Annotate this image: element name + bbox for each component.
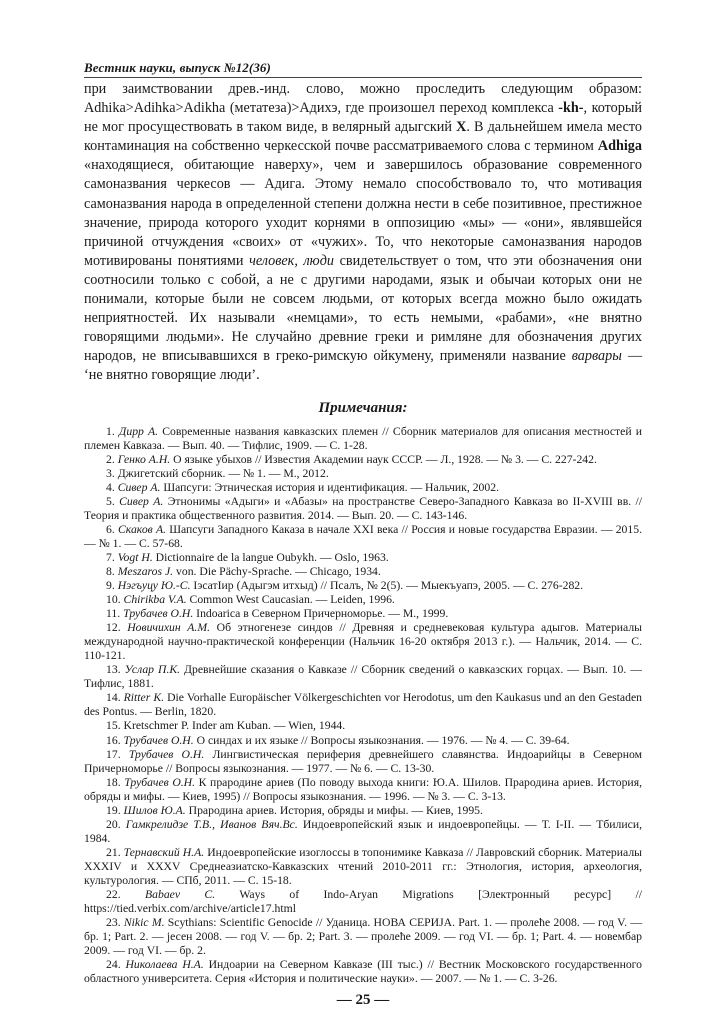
note-text: Scythians: Scientific Genocide // Уданица. НОВА СЕРИЈА. Part. 1. — пролеће 2008. — год V. — бр. 1; Part. 2. — јесен 2008. — год V. — бр. 2; Part. 3. — пролеће 2009. — год VI. — бр. 1; Part. 4. — новембар 2009. — год VI. — бр. 2. — [84, 916, 643, 958]
note-number: 1. — [106, 424, 119, 438]
note-item — [84, 481, 642, 495]
text-run: свидетельствует о том, что эти обозначения они соотносили только с собой, а не с другими народами, язык и обычаи которых они не понимали, которые были не совсем людьми, от которых всегда можно было ожидать неприятностей. Их называли «немцами», то есть немыми, «рабами», «не внятно говорящими людьми». Не случайно древние греки и римляне для обозначения других народов, не вписывавшихся в греко-римскую ойкумену, применяли название — [84, 252, 642, 365]
note-author: Ritter K. — [123, 691, 165, 705]
note-text: Древнейшие сказания о Кавказе // Сборник сведений о кавказских горцах. — Вып. 10. — Тифлис, 1881. — [84, 663, 642, 691]
note-text: Этнонимы «Адыги» и «Абазы» на пространстве Северо-Западного Кавказа во II-XVIII вв. // Теория и практика общественного развития. 2014. — Вып. 20. — С. 143-146. — [84, 494, 642, 522]
note-item — [84, 551, 642, 565]
note-item — [84, 748, 642, 776]
note-number: 12. — [106, 621, 128, 635]
note-author: Трубачев О.Н. — [123, 607, 194, 621]
bold-term: Adhiga — [597, 138, 642, 155]
note-author: Дирр А. — [118, 424, 159, 438]
note-number: 13. — [106, 663, 125, 677]
note-author: Новичихин А.М. — [127, 621, 211, 635]
note-text: Об этногенезе синдов // Древняя и средневековая культура адыгов. Материалы международной научно-практической конференции (Нальчик 16-20 октября 2013 г.). — Нальчик, 2014. — С. 110-121. — [84, 621, 643, 663]
note-author: Трубачев О.Н. — [124, 775, 196, 789]
page-number: — 25 — — [336, 992, 390, 1009]
note-number: 4. — [106, 480, 118, 494]
bold-term: -kh- — [558, 100, 584, 117]
text-run: при заимствовании древ.-инд. слово, можно проследить следующим образом: Adhika>Adihka>Adikha (метатеза)>Адихэ, где произошел переход комплекса — [84, 81, 642, 117]
note-item — [84, 776, 642, 804]
note-number: 18. — [106, 775, 125, 789]
note-number: 5. — [106, 494, 120, 508]
note-author: Николаева Н.А. — [125, 958, 204, 972]
note-item — [84, 734, 642, 748]
note-number: 8. — [106, 564, 118, 578]
italic-term: варвары — [571, 348, 622, 365]
note-author: Скаков А. — [117, 522, 167, 536]
note-item — [84, 607, 642, 621]
note-author: Услар П.К. — [124, 663, 181, 677]
note-item — [84, 888, 642, 916]
note-number: 3. — [106, 466, 118, 480]
note-item — [84, 719, 642, 733]
note-text: Современные названия кавказских племен // Сборник материалов для описания местностей и племен Кавказа. — Вып. 40. — Тифлис, 1909. — С. 1-28. — [84, 424, 643, 452]
note-author: Трубачев О.Н. — [123, 733, 194, 747]
note-author: Nikic M. — [123, 916, 165, 930]
note-author: Vogt H. — [117, 550, 153, 564]
note-number: 23. — [106, 916, 124, 930]
note-text: Индоарии на Северном Кавказе (III тыс.) // Вестник Московского государственного областного университета. Серия «История и политические науки». — 2007. — № 1. — С. 3-26. — [84, 958, 643, 986]
note-number: 19. — [106, 803, 124, 817]
note-number: 24. — [106, 958, 126, 972]
text-run: — ‘не внятно говорящие люди’. — [84, 348, 643, 384]
note-text: Dictionnaire de la langue Oubykh. — Oslo, 1963. — [152, 550, 389, 564]
note-item — [84, 593, 642, 607]
note-item — [84, 495, 642, 523]
text-run: . В дальнейшем имела место контаминация на собственно черкесской почве рассматриваемого слова с термином — [84, 119, 642, 155]
note-number: 20. — [106, 817, 126, 831]
note-text: Шапсуги: Этническая история и идентификация. — Нальчик, 2002. — [160, 480, 500, 494]
note-item — [84, 804, 642, 818]
note-item — [84, 621, 642, 663]
note-author: Сивер А. — [117, 480, 161, 494]
note-text: Индоевропейские изоглоссы в топонимике Кавказа // Лавровский сборник. Материалы XXXIV и XXXV Среднеазиатско-Кавказских чтений 2010-2011 гг.: Этнология, история, археология, культурология. — СПб, 2011. — С. 15-18. — [84, 845, 643, 887]
note-text: О синдах и их языке // Вопросы языкознания. — 1976. — № 4. — С. 39-64. — [193, 733, 570, 747]
body-text — [84, 80, 642, 386]
note-text: Индоевропейский язык и индоевропейцы. — Т. I-II. — Тбилиси, 1984. — [84, 817, 642, 845]
note-author: Генко А.Н. — [117, 452, 171, 466]
notes-list — [84, 425, 642, 987]
note-text: Шапсуги Западного Каказа в начале XXI века // Россия и новые государства Евразии. — 2015. — № 1. — С. 57-68. — [84, 522, 643, 550]
note-item — [84, 453, 642, 467]
notes-heading: Примечания: — [318, 399, 408, 416]
note-text: О языке убыхов // Известия Академии наук СССР. — Л., 1928. — № 3. — С. 227-242. — [170, 452, 597, 466]
note-author: Babaev C. — [145, 888, 216, 902]
note-text: Прародина ариев. История, обряды и мифы. — Киев, 1995. — [185, 803, 483, 817]
note-author: Гамкрелидзе Т.В., Иванов Вяч.Вс. — [125, 817, 298, 831]
note-text: Ways of Indo-Aryan Migrations [Электронный ресурс] // https://tied.verbix.com/archive/article17.html — [84, 888, 643, 916]
note-number: 22. — [106, 888, 145, 902]
text-run: , который не мог просуществовать в таком виде, в велярный адыгский — [84, 100, 642, 136]
note-author: Сивер А. — [119, 494, 164, 508]
note-text: Лингвистическая периферия древнейшего славянства. Индоарийцы в Северном Причерноморье // Вопросы языкознания. — 1977. — № 6. — С. 13-30. — [84, 747, 642, 775]
note-text: ІэсатІир (Адыгэм итхыд) // Псалъ, № 2(5). — Мыекъуапэ, 2005. — С. 276-282. — [190, 579, 584, 593]
note-author: Шилов Ю.А. — [123, 803, 186, 817]
note-item — [84, 916, 642, 958]
note-number: 14. — [106, 691, 124, 705]
note-text: Die Vorhalle Europäischer Völkergeschichten vor Herodotus, um den Kaukasus und an den Gestaden des Pontus. — Berlin, 1820. — [84, 691, 642, 719]
note-item — [84, 425, 642, 453]
note-number: 10. — [106, 593, 124, 607]
note-item — [84, 467, 642, 481]
text-run: «находящиеся, обитающие наверху», чем и завершилось образование современного самоназвания черкесов — Адига. Этому немало способствовало то, что мотивация самоназвания народа в определенной степени должна нести в себе позитивное, престижное значение, природа которого уходит корнями в оппозицию «мы» — «они», являвшейся причиной отчуждения «своих» от «чужих». То, что некоторые самоназвания народов мотивированы понятиями — [84, 157, 642, 269]
note-number: 2. — [106, 452, 118, 466]
note-item — [84, 818, 642, 846]
running-head: Вестник науки, выпуск №12(36) — [84, 60, 642, 78]
note-author: Chirikba V.A. — [123, 593, 187, 607]
note-text: Джигетский сборник. — № 1. — М., 2012. — [117, 466, 329, 480]
note-text: Kretschmer P. Inder am Kuban. — Wien, 1944. — [123, 719, 346, 733]
note-item — [84, 958, 642, 986]
document-page — [84, 60, 642, 1009]
note-number: 11. — [106, 607, 124, 621]
note-item — [84, 663, 642, 691]
note-number: 7. — [106, 550, 118, 564]
note-text: von. Die Pächy-Sprache. — Chicago, 1934. — [173, 564, 381, 578]
note-text: Indoarica в Северном Причерноморье. — М., 1999. — [193, 607, 449, 621]
note-number: 17. — [106, 747, 129, 761]
note-author: Тернавский Н.А. — [123, 845, 205, 859]
italic-term: человек, люди — [249, 252, 334, 269]
note-item — [84, 846, 642, 888]
bold-term: X — [456, 119, 467, 136]
note-number: 16. — [106, 733, 124, 747]
note-item — [84, 691, 642, 719]
note-author: Meszaros J. — [117, 564, 174, 578]
note-number: 9. — [106, 579, 118, 593]
note-author: Нэгъуцу Ю.-С. — [117, 579, 191, 593]
body-paragraph — [84, 80, 642, 386]
note-number: 6. — [106, 522, 118, 536]
note-number: 15. — [106, 719, 124, 733]
note-number: 21. — [106, 845, 124, 859]
note-author: Трубачев О.Н. — [128, 747, 205, 761]
note-item — [84, 523, 642, 551]
note-item — [84, 579, 642, 593]
note-item — [84, 565, 642, 579]
note-text: Common West Caucasian. — Leiden, 1996. — [186, 593, 395, 607]
note-text: К прародине ариев (По поводу выхода книги: Ю.А. Шилов. Прародина ариев. История, обряды и мифы. — Киев, 1995) // Вопросы языкознания. — 1996. — № 3. — С. 3-13. — [84, 775, 642, 803]
